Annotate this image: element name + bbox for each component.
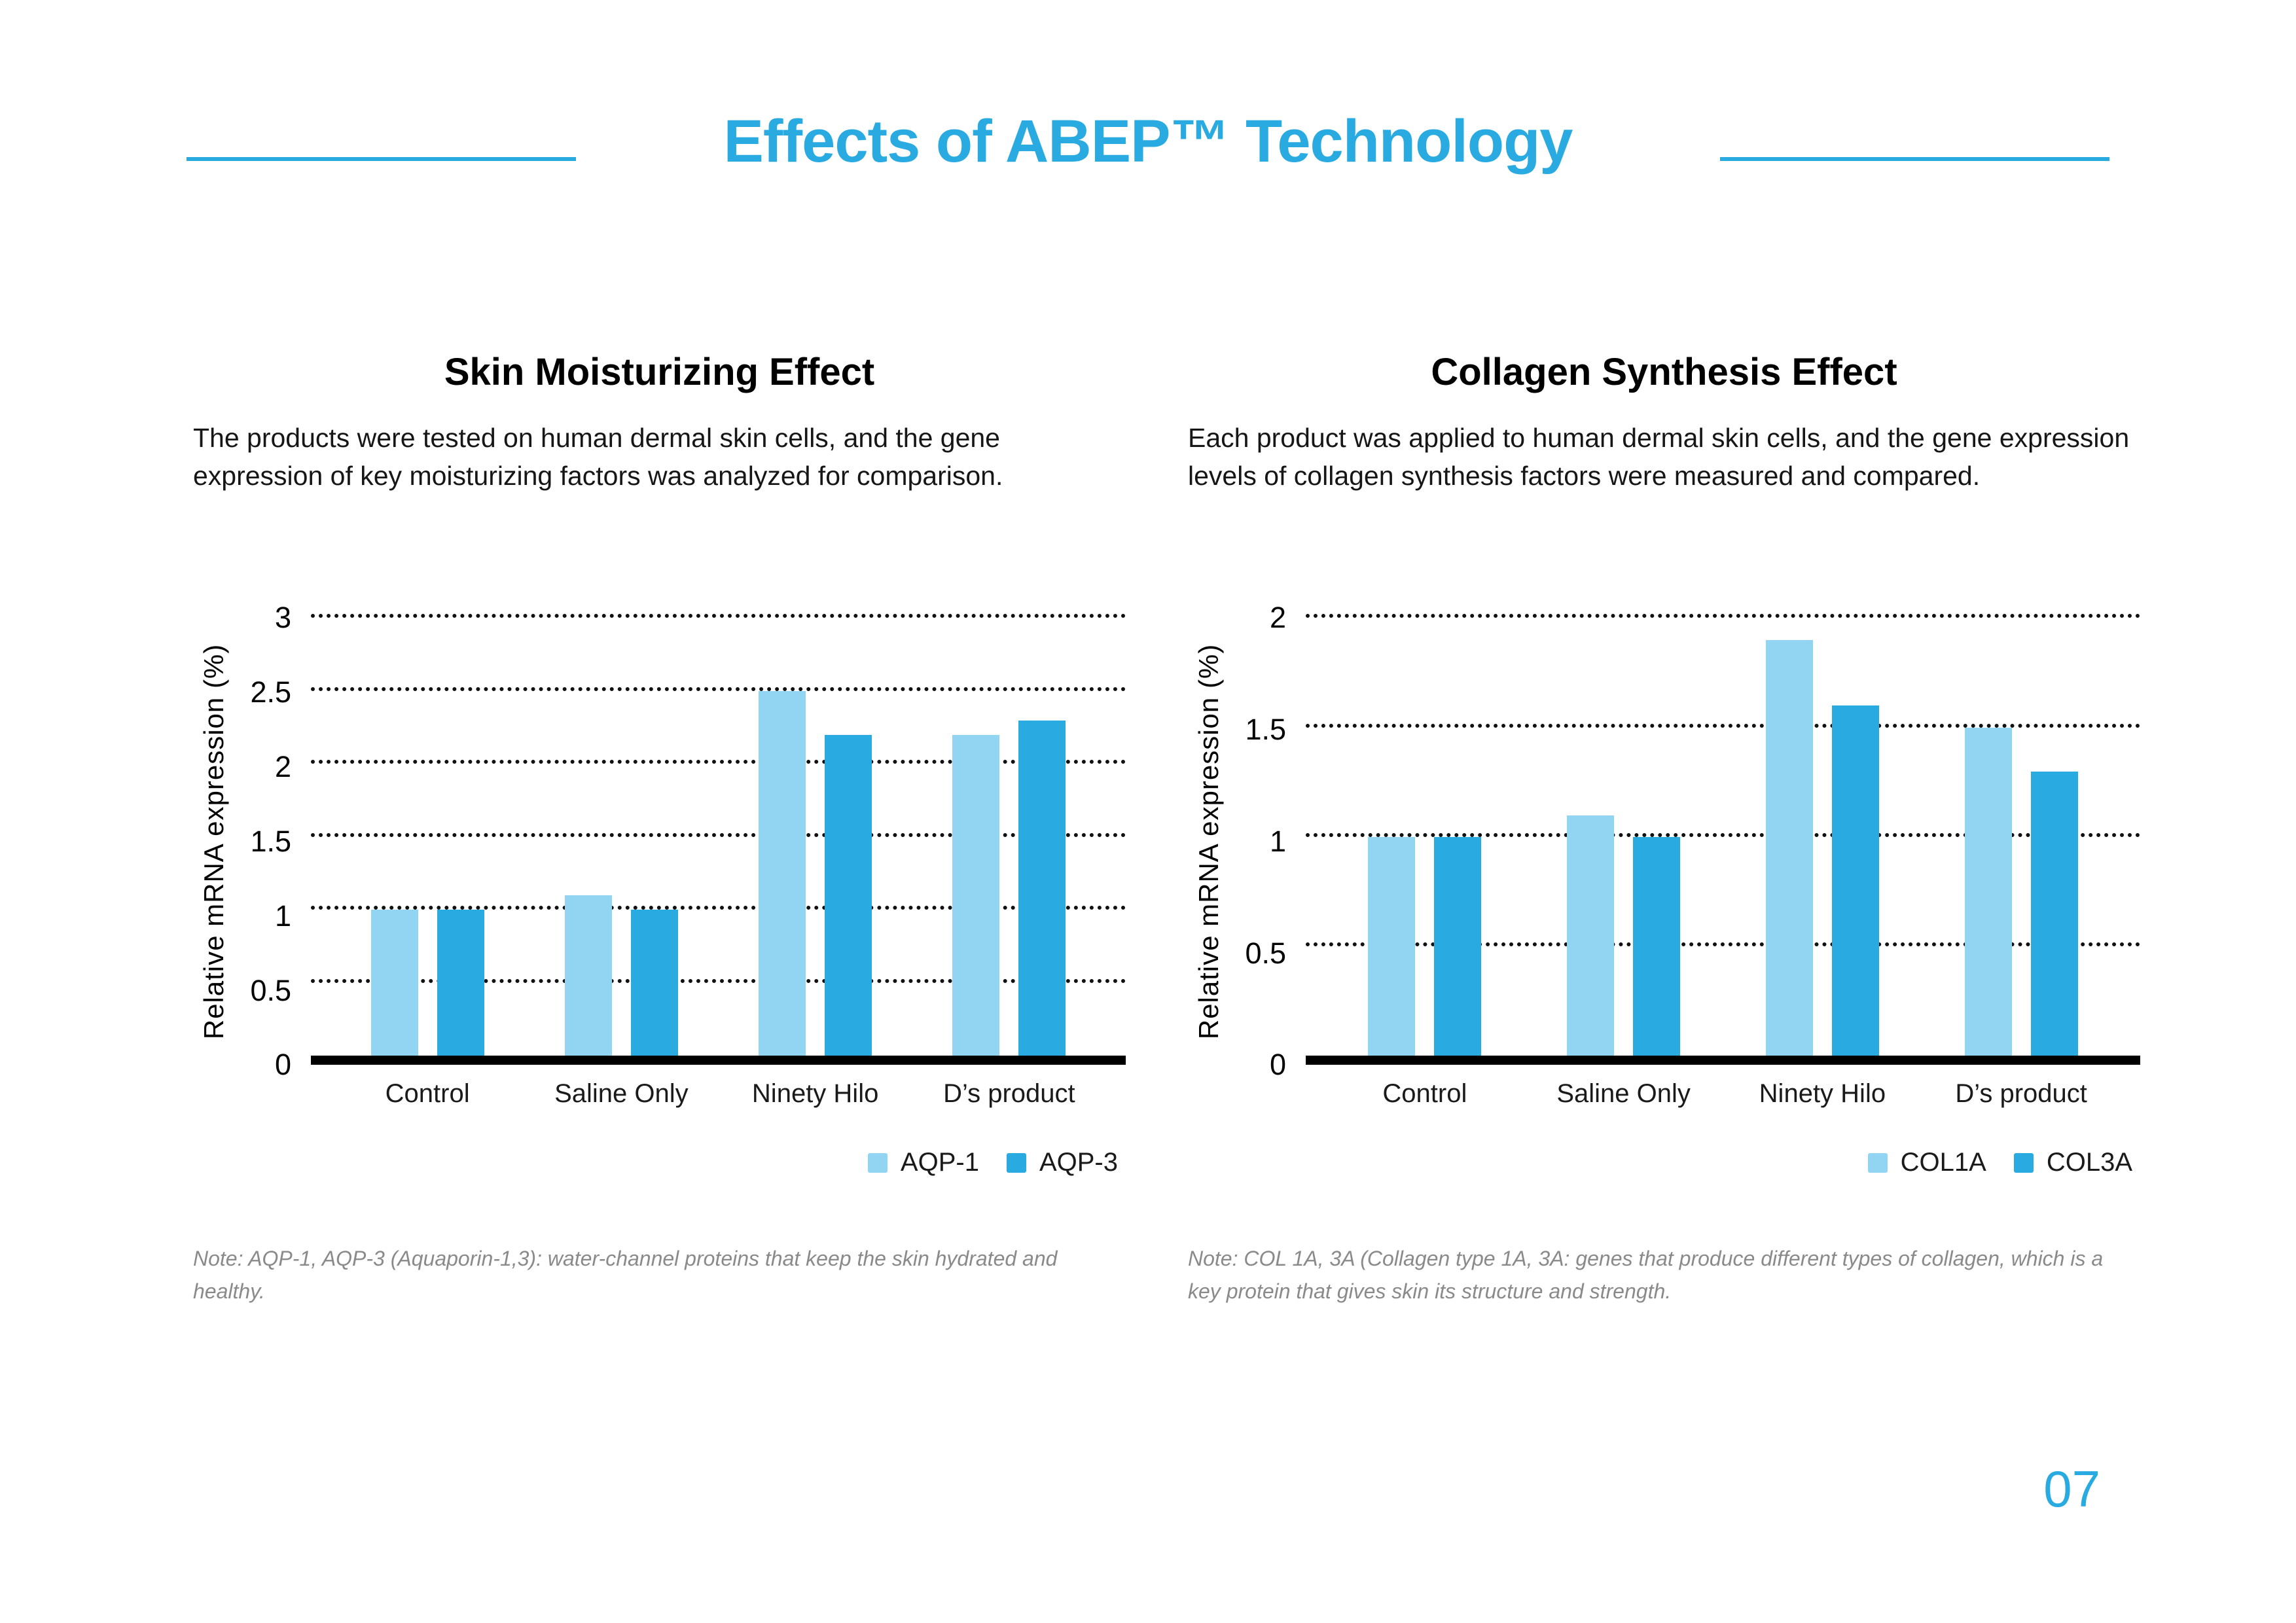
x-tick-label: Control <box>1382 1079 1467 1109</box>
bar-AQP-1-Ninety Hilo <box>759 691 806 1056</box>
y-tick-label: 0.5 <box>250 973 291 1007</box>
bar-AQP-3-Control <box>437 910 484 1056</box>
x-tick-label: D’s product <box>943 1079 1075 1109</box>
x-tick-label: Control <box>385 1079 470 1109</box>
legend-label: AQP-1 <box>900 1148 979 1177</box>
x-axis-labels <box>311 1079 1126 1109</box>
bar-AQP-1-Control <box>371 910 418 1056</box>
chart-section-collagen <box>1188 350 2140 1308</box>
bar-AQP-1-Saline Only <box>565 895 612 1056</box>
chart-note: Note: AQP-1, AQP-3 (Aquaporin-1,3): water-channel proteins that keep the skin hydrated and healthy. <box>193 1247 1058 1304</box>
bar-AQP-3-D’s product <box>1018 721 1066 1056</box>
y-tick-label: 1.5 <box>1245 713 1286 747</box>
chart-note: Note: COL 1A, 3A (Collagen type 1A, 3A: genes that produce different types of collagen, which is a key protein that gives skin its structure and strength. <box>1188 1247 2104 1304</box>
legend-item-AQP-1 <box>868 1148 979 1177</box>
y-tick-label: 3 <box>274 601 291 635</box>
bar-group <box>759 618 872 1056</box>
legend-swatch-icon <box>2014 1153 2034 1173</box>
bar-COL1A-Ninety Hilo <box>1766 640 1813 1056</box>
section-description: Each product was applied to human dermal skin cells, and the gene expression levels of collagen synthesis factors were measured and compared. <box>1188 423 2130 491</box>
bar-COL1A-Saline Only <box>1567 815 1614 1056</box>
legend-label: AQP-3 <box>1039 1148 1118 1177</box>
y-tick-label: 1 <box>1269 824 1286 858</box>
bars <box>311 618 1126 1056</box>
bar-group <box>565 618 678 1056</box>
x-tick-label: D’s product <box>1955 1079 2087 1109</box>
bar-group <box>1368 618 1481 1056</box>
page-number: 07 <box>2043 1460 2100 1518</box>
bar-AQP-3-Saline Only <box>631 910 678 1056</box>
x-tick-label: Ninety Hilo <box>751 1079 879 1109</box>
y-tick-label: 2 <box>1269 601 1286 635</box>
page-title: Effects of ABEP™ Technology <box>723 108 1573 175</box>
bar-group <box>1965 618 2078 1056</box>
legend-label: COL3A <box>2046 1148 2132 1177</box>
bar-AQP-3-Ninety Hilo <box>825 735 872 1056</box>
y-tick-label: 0.5 <box>1245 936 1286 970</box>
bar-chart-moisturizing <box>193 601 1126 1177</box>
y-axis-label: Relative mRNA expression (%) <box>198 643 229 1040</box>
bar-group <box>371 618 484 1056</box>
y-tick-label: 0 <box>274 1048 291 1082</box>
bar-COL1A-Control <box>1368 837 1415 1056</box>
legend-label: COL1A <box>1900 1148 1986 1177</box>
legend-item-AQP-3 <box>1007 1148 1118 1177</box>
bar-group <box>952 618 1066 1056</box>
legend-item-COL3A <box>2014 1148 2132 1177</box>
section-description: The products were tested on human dermal skin cells, and the gene expression of key moisturizing factors was analyzed for comparison. <box>193 423 1003 491</box>
section-title: Collagen Synthesis Effect <box>1431 351 1897 393</box>
bar-COL3A-Saline Only <box>1633 837 1680 1056</box>
y-axis-label: Relative mRNA expression (%) <box>1193 643 1224 1040</box>
bar-COL3A-Control <box>1434 837 1481 1056</box>
legend-swatch-icon <box>868 1153 888 1173</box>
bar-AQP-1-D’s product <box>952 735 999 1056</box>
y-tick-label: 2.5 <box>250 675 291 709</box>
chart-section-moisturizing <box>193 350 1126 1308</box>
plot-area <box>1306 618 2140 1065</box>
section-title: Skin Moisturizing Effect <box>444 351 875 393</box>
y-tick-label: 2 <box>274 750 291 784</box>
x-tick-label: Ninety Hilo <box>1759 1079 1886 1109</box>
bars <box>1306 618 2140 1056</box>
bar-COL3A-D’s product <box>2031 772 2078 1056</box>
title-rule-right <box>1720 157 2109 161</box>
legend <box>311 1148 1126 1177</box>
legend-swatch-icon <box>1868 1153 1888 1173</box>
bar-group <box>1766 618 1879 1056</box>
bar-chart-collagen <box>1188 601 2140 1177</box>
y-tick-label: 1 <box>274 899 291 933</box>
y-tick-label: 1.5 <box>250 824 291 858</box>
y-tick-label: 0 <box>1269 1048 1286 1082</box>
legend <box>1306 1148 2140 1177</box>
bar-COL1A-D’s product <box>1965 728 2012 1056</box>
x-axis-labels <box>1306 1079 2140 1109</box>
legend-swatch-icon <box>1007 1153 1026 1173</box>
plot-area <box>311 618 1126 1065</box>
x-tick-label: Saline Only <box>554 1079 689 1109</box>
bar-group <box>1567 618 1680 1056</box>
y-axis-ticks <box>1230 601 1306 1082</box>
bar-COL3A-Ninety Hilo <box>1832 705 1879 1056</box>
y-axis-ticks <box>235 601 311 1082</box>
x-tick-label: Saline Only <box>1556 1079 1691 1109</box>
legend-item-COL1A <box>1868 1148 1986 1177</box>
